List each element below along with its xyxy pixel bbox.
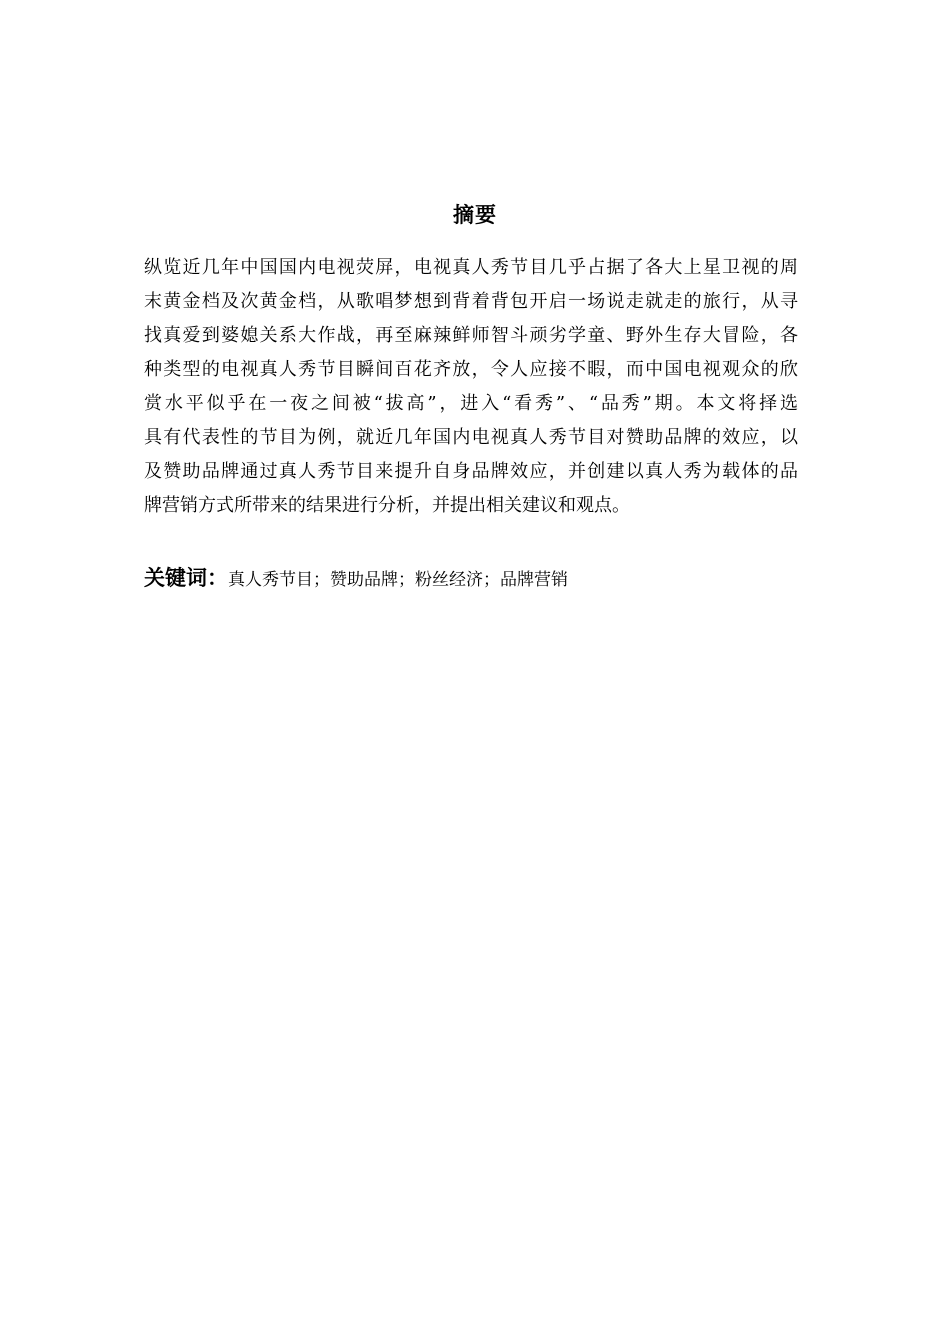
keywords-text: 真人秀节目；赞助品牌；粉丝经济；品牌营销 <box>228 570 568 590</box>
abstract-line: 具有代表性的节目为例，就近几年国内电视真人秀节目对赞助品牌的效应，以 <box>144 427 798 448</box>
abstract-line: 及赞助品牌通过真人秀节目来提升自身品牌效应，并创建以真人秀为载体的品 <box>144 461 798 482</box>
abstract-line: 赏水平似乎在一夜之间被“拔高”，进入“看秀”、“品秀”期。本文将择选 <box>144 393 798 414</box>
keywords <box>144 562 568 596</box>
abstract-line: 纵览近几年中国国内电视荧屏，电视真人秀节目几乎占据了各大上星卫视的周 <box>144 257 798 278</box>
keywords-label: 关键词： <box>144 566 228 590</box>
abstract-line: 牌营销方式所带来的结果进行分析，并提出相关建议和观点。 <box>144 495 630 516</box>
abstract-body <box>144 251 798 523</box>
abstract-line: 找真爱到婆媳关系大作战，再至麻辣鲜师智斗顽劣学童、野外生存大冒险，各 <box>144 325 798 346</box>
abstract-title: 摘要 <box>453 203 497 227</box>
abstract-line: 种类型的电视真人秀节目瞬间百花齐放，令人应接不暇，而中国电视观众的欣 <box>144 359 798 380</box>
abstract-line: 末黄金档及次黄金档，从歌唱梦想到背着背包开启一场说走就走的旅行，从寻 <box>144 291 798 312</box>
